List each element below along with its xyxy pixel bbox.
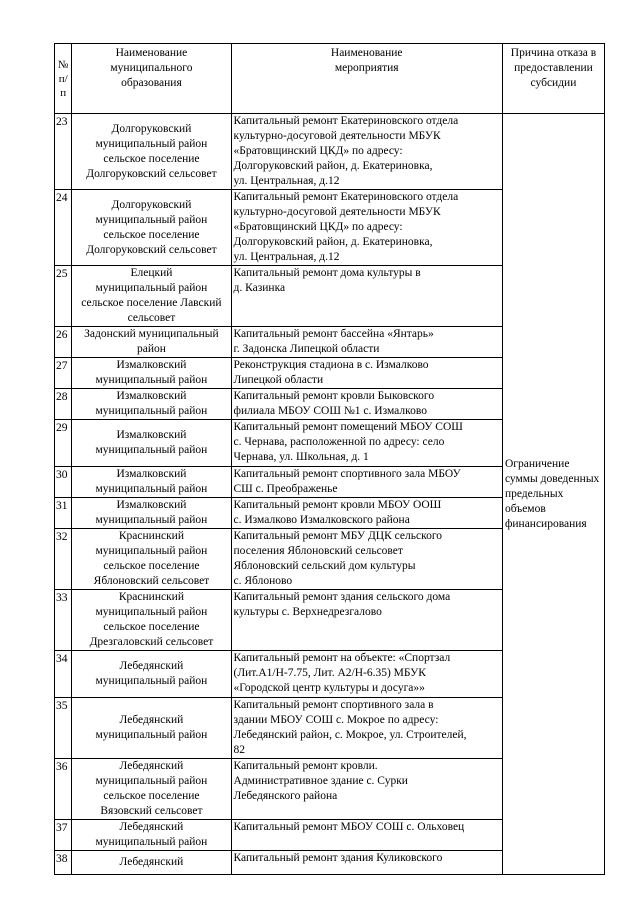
row-number: 33 xyxy=(55,590,72,651)
municipality-line: район xyxy=(136,343,166,355)
event-cell xyxy=(231,651,502,698)
refusal-table xyxy=(54,43,605,875)
event-line: Административное здание с. Сурки xyxy=(233,775,408,787)
municipality-cell xyxy=(72,266,231,327)
row-number: 31 xyxy=(55,498,72,529)
municipality-line: Лебедянский xyxy=(119,714,184,726)
municipality-cell xyxy=(72,698,231,759)
municipality-line: Долгоруковский xyxy=(111,198,192,211)
event-line: Капитальный ремонт кровли Быковского xyxy=(233,390,435,402)
event-line: Лебедянский район, с. Мокрое, ул. Строителей, xyxy=(233,729,467,741)
event-line: ул. Центральная, д.12 xyxy=(233,251,340,263)
municipality-cell xyxy=(72,467,231,498)
municipality-line: Измалковский xyxy=(116,468,187,480)
event-line: г. Задонска Липецкой области xyxy=(233,343,380,355)
municipality-line: Измалковский xyxy=(116,429,187,441)
municipality-line: Вязовский сельсовет xyxy=(100,805,203,817)
municipality-line: Яблоновский сельсовет xyxy=(93,575,210,587)
row-number: 23 xyxy=(55,114,72,190)
table-body xyxy=(55,114,605,875)
event-line: д. Казинка xyxy=(233,282,286,294)
municipality-line: Долгоруковский xyxy=(111,122,192,135)
event-line: (Лит.А1/Н-7.75, Лит. А2/Н-6.35) МБУК xyxy=(233,667,426,679)
municipality-cell xyxy=(72,529,231,590)
municipality-line: Долгоруковский сельсовет xyxy=(86,167,217,180)
event-line: 82 xyxy=(233,744,246,756)
municipality-line: муниципальный район xyxy=(95,483,208,495)
event-line: Капитальный ремонт здания Куликовского xyxy=(233,852,443,864)
municipality-line: муниципальный район xyxy=(95,836,208,848)
event-line: ул. Центральная, д.12 xyxy=(233,175,340,187)
row-number: 32 xyxy=(55,529,72,590)
event-cell xyxy=(231,190,502,266)
event-line: Капитальный ремонт бассейна «Янтарь» xyxy=(233,328,434,340)
municipality-line: муниципальный район xyxy=(95,675,208,687)
municipality-cell xyxy=(72,190,231,266)
municipality-line: Елецкий xyxy=(130,267,173,279)
event-cell xyxy=(231,529,502,590)
municipality-line: муниципальный район xyxy=(95,444,208,456)
municipality-line: сельское поселение xyxy=(103,621,200,633)
event-line: Яблоновский сельский дом культуры xyxy=(233,560,416,572)
municipality-line: Долгоруковский сельсовет xyxy=(86,243,217,256)
municipality-line: Дрезгаловский сельсовет xyxy=(89,636,214,648)
event-line: Капитальный ремонт помещений МБОУ СОШ xyxy=(233,421,463,433)
municipality-line: Краснинский xyxy=(118,530,184,542)
event-cell xyxy=(231,820,502,851)
event-line: СШ с. Преображенье xyxy=(233,483,338,495)
event-cell xyxy=(231,327,502,358)
municipality-cell xyxy=(72,114,231,190)
event-cell xyxy=(231,389,502,420)
municipality-line: Лебедянский xyxy=(119,660,184,672)
event-cell xyxy=(231,420,502,467)
event-cell xyxy=(231,467,502,498)
municipality-line: Лебедянский xyxy=(119,760,184,772)
header-num: № п/п xyxy=(55,44,72,114)
municipality-line: сельское поселение xyxy=(103,790,200,802)
row-number: 36 xyxy=(55,759,72,820)
event-cell xyxy=(231,114,502,190)
row-number: 25 xyxy=(55,266,72,327)
event-line: Капитальный ремонт на объекте: «Спортзал xyxy=(233,652,451,664)
event-line: «Городской центр культуры и досуга»» xyxy=(233,682,425,694)
event-cell xyxy=(231,358,502,389)
event-line: Чернава, ул. Школьная, д. 1 xyxy=(233,451,369,463)
row-number: 35 xyxy=(55,698,72,759)
row-number: 37 xyxy=(55,820,72,851)
municipality-line: муниципальный район xyxy=(95,545,208,557)
row-number: 34 xyxy=(55,651,72,698)
municipality-line: муниципальный район xyxy=(95,282,208,294)
municipality-line: Измалковский xyxy=(116,390,187,402)
event-line: Капитальный ремонт МБУ ДЦК сельского xyxy=(233,530,443,542)
row-number: 30 xyxy=(55,467,72,498)
municipality-line: муниципальный район xyxy=(95,374,208,386)
municipality-cell xyxy=(72,590,231,651)
municipality-line: муниципальный район xyxy=(95,137,208,150)
row-number: 28 xyxy=(55,389,72,420)
event-line: культурно-досуговой деятельности МБУК xyxy=(233,130,441,142)
municipality-line: Лебедянский xyxy=(119,821,184,833)
table-header xyxy=(55,44,605,114)
row-number: 26 xyxy=(55,327,72,358)
municipality-line: Измалковский xyxy=(116,359,187,371)
event-line: Капитальный ремонт кровли МБОУ ООШ xyxy=(233,499,442,511)
event-line: «Братовщинский ЦКД» по адресу: xyxy=(233,221,403,233)
municipality-line: сельское поселение xyxy=(103,228,200,241)
municipality-cell xyxy=(72,820,231,851)
table-row xyxy=(55,114,605,190)
municipality-cell xyxy=(72,358,231,389)
event-line: Капитальный ремонт дома культуры в xyxy=(233,267,421,279)
header-event: Наименование мероприятия xyxy=(231,44,502,114)
municipality-line: сельское поселение xyxy=(103,152,200,165)
event-line: филиала МБОУ СОШ №1 с. Измалково xyxy=(233,405,427,417)
event-line: Реконструкция стадиона в с. Измалково xyxy=(233,359,429,371)
municipality-line: Лебедянский xyxy=(119,856,184,868)
municipality-line: муниципальный район xyxy=(95,729,208,741)
municipality-line: Задонский муниципальный xyxy=(84,328,219,340)
event-line: Долгоруковский район, д. Екатериновка, xyxy=(233,236,433,248)
municipality-line: муниципальный район xyxy=(95,775,208,787)
header-reason: Причина отказа в предоставлении субсидии xyxy=(502,44,604,114)
municipality-line: сельсовет xyxy=(127,312,176,324)
municipality-line: Измалковский xyxy=(116,499,187,511)
event-cell xyxy=(231,698,502,759)
event-line: поселения Яблоновский сельсовет xyxy=(233,545,403,557)
municipality-line: муниципальный район xyxy=(95,606,208,618)
event-line: Капитальный ремонт кровли. xyxy=(233,760,378,772)
municipality-line: муниципальный район xyxy=(95,405,208,417)
municipality-cell xyxy=(72,420,231,467)
event-line: с. Измалково Измалковского района xyxy=(233,514,410,526)
event-line: Капитальный ремонт спортивного зала в xyxy=(233,699,434,711)
event-line: «Братовщинский ЦКД» по адресу: xyxy=(233,145,403,157)
municipality-line: Краснинский xyxy=(118,591,184,603)
municipality-cell xyxy=(72,851,231,875)
municipality-line: сельское поселение Лавский xyxy=(81,297,222,309)
municipality-line: муниципальный район xyxy=(95,213,208,226)
header-municipality: Наименование муниципального образования xyxy=(72,44,231,114)
event-line: с. Чернава, расположенной по адресу: село xyxy=(233,436,445,448)
event-line: Капитальный ремонт МБОУ СОШ с. Ольховец xyxy=(233,821,465,833)
refusal-reason-cell: Ограничение суммы доведенных предельных объемов финансирования xyxy=(502,114,604,875)
event-line: Капитальный ремонт здания сельского дома xyxy=(233,591,451,603)
event-line: Капитальный ремонт спортивного зала МБОУ xyxy=(233,468,461,480)
municipality-cell xyxy=(72,759,231,820)
event-cell xyxy=(231,266,502,327)
event-line: Капитальный ремонт Екатериновского отдела xyxy=(233,115,459,127)
event-cell xyxy=(231,851,502,875)
row-number: 24 xyxy=(55,190,72,266)
event-cell xyxy=(231,498,502,529)
event-line: Капитальный ремонт Екатериновского отдела xyxy=(233,191,459,203)
row-number: 29 xyxy=(55,420,72,467)
event-line: Лебедянского района xyxy=(233,790,338,802)
municipality-cell xyxy=(72,327,231,358)
municipality-cell xyxy=(72,389,231,420)
municipality-cell xyxy=(72,498,231,529)
event-line: Долгоруковский район, д. Екатериновка, xyxy=(233,160,433,172)
event-cell xyxy=(231,759,502,820)
municipality-line: муниципальный район xyxy=(95,514,208,526)
row-number: 27 xyxy=(55,358,72,389)
row-number: 38 xyxy=(55,851,72,875)
municipality-line: сельское поселение xyxy=(103,560,200,572)
event-line: культуры с. Верхнедрезгалово xyxy=(233,606,382,618)
event-line: Липецкой области xyxy=(233,374,324,386)
event-cell xyxy=(231,590,502,651)
event-line: культурно-досуговой деятельности МБУК xyxy=(233,206,441,218)
event-line: здании МБОУ СОШ с. Мокрое по адресу: xyxy=(233,714,439,726)
municipality-cell xyxy=(72,651,231,698)
event-line: с. Яблоново xyxy=(233,575,293,587)
